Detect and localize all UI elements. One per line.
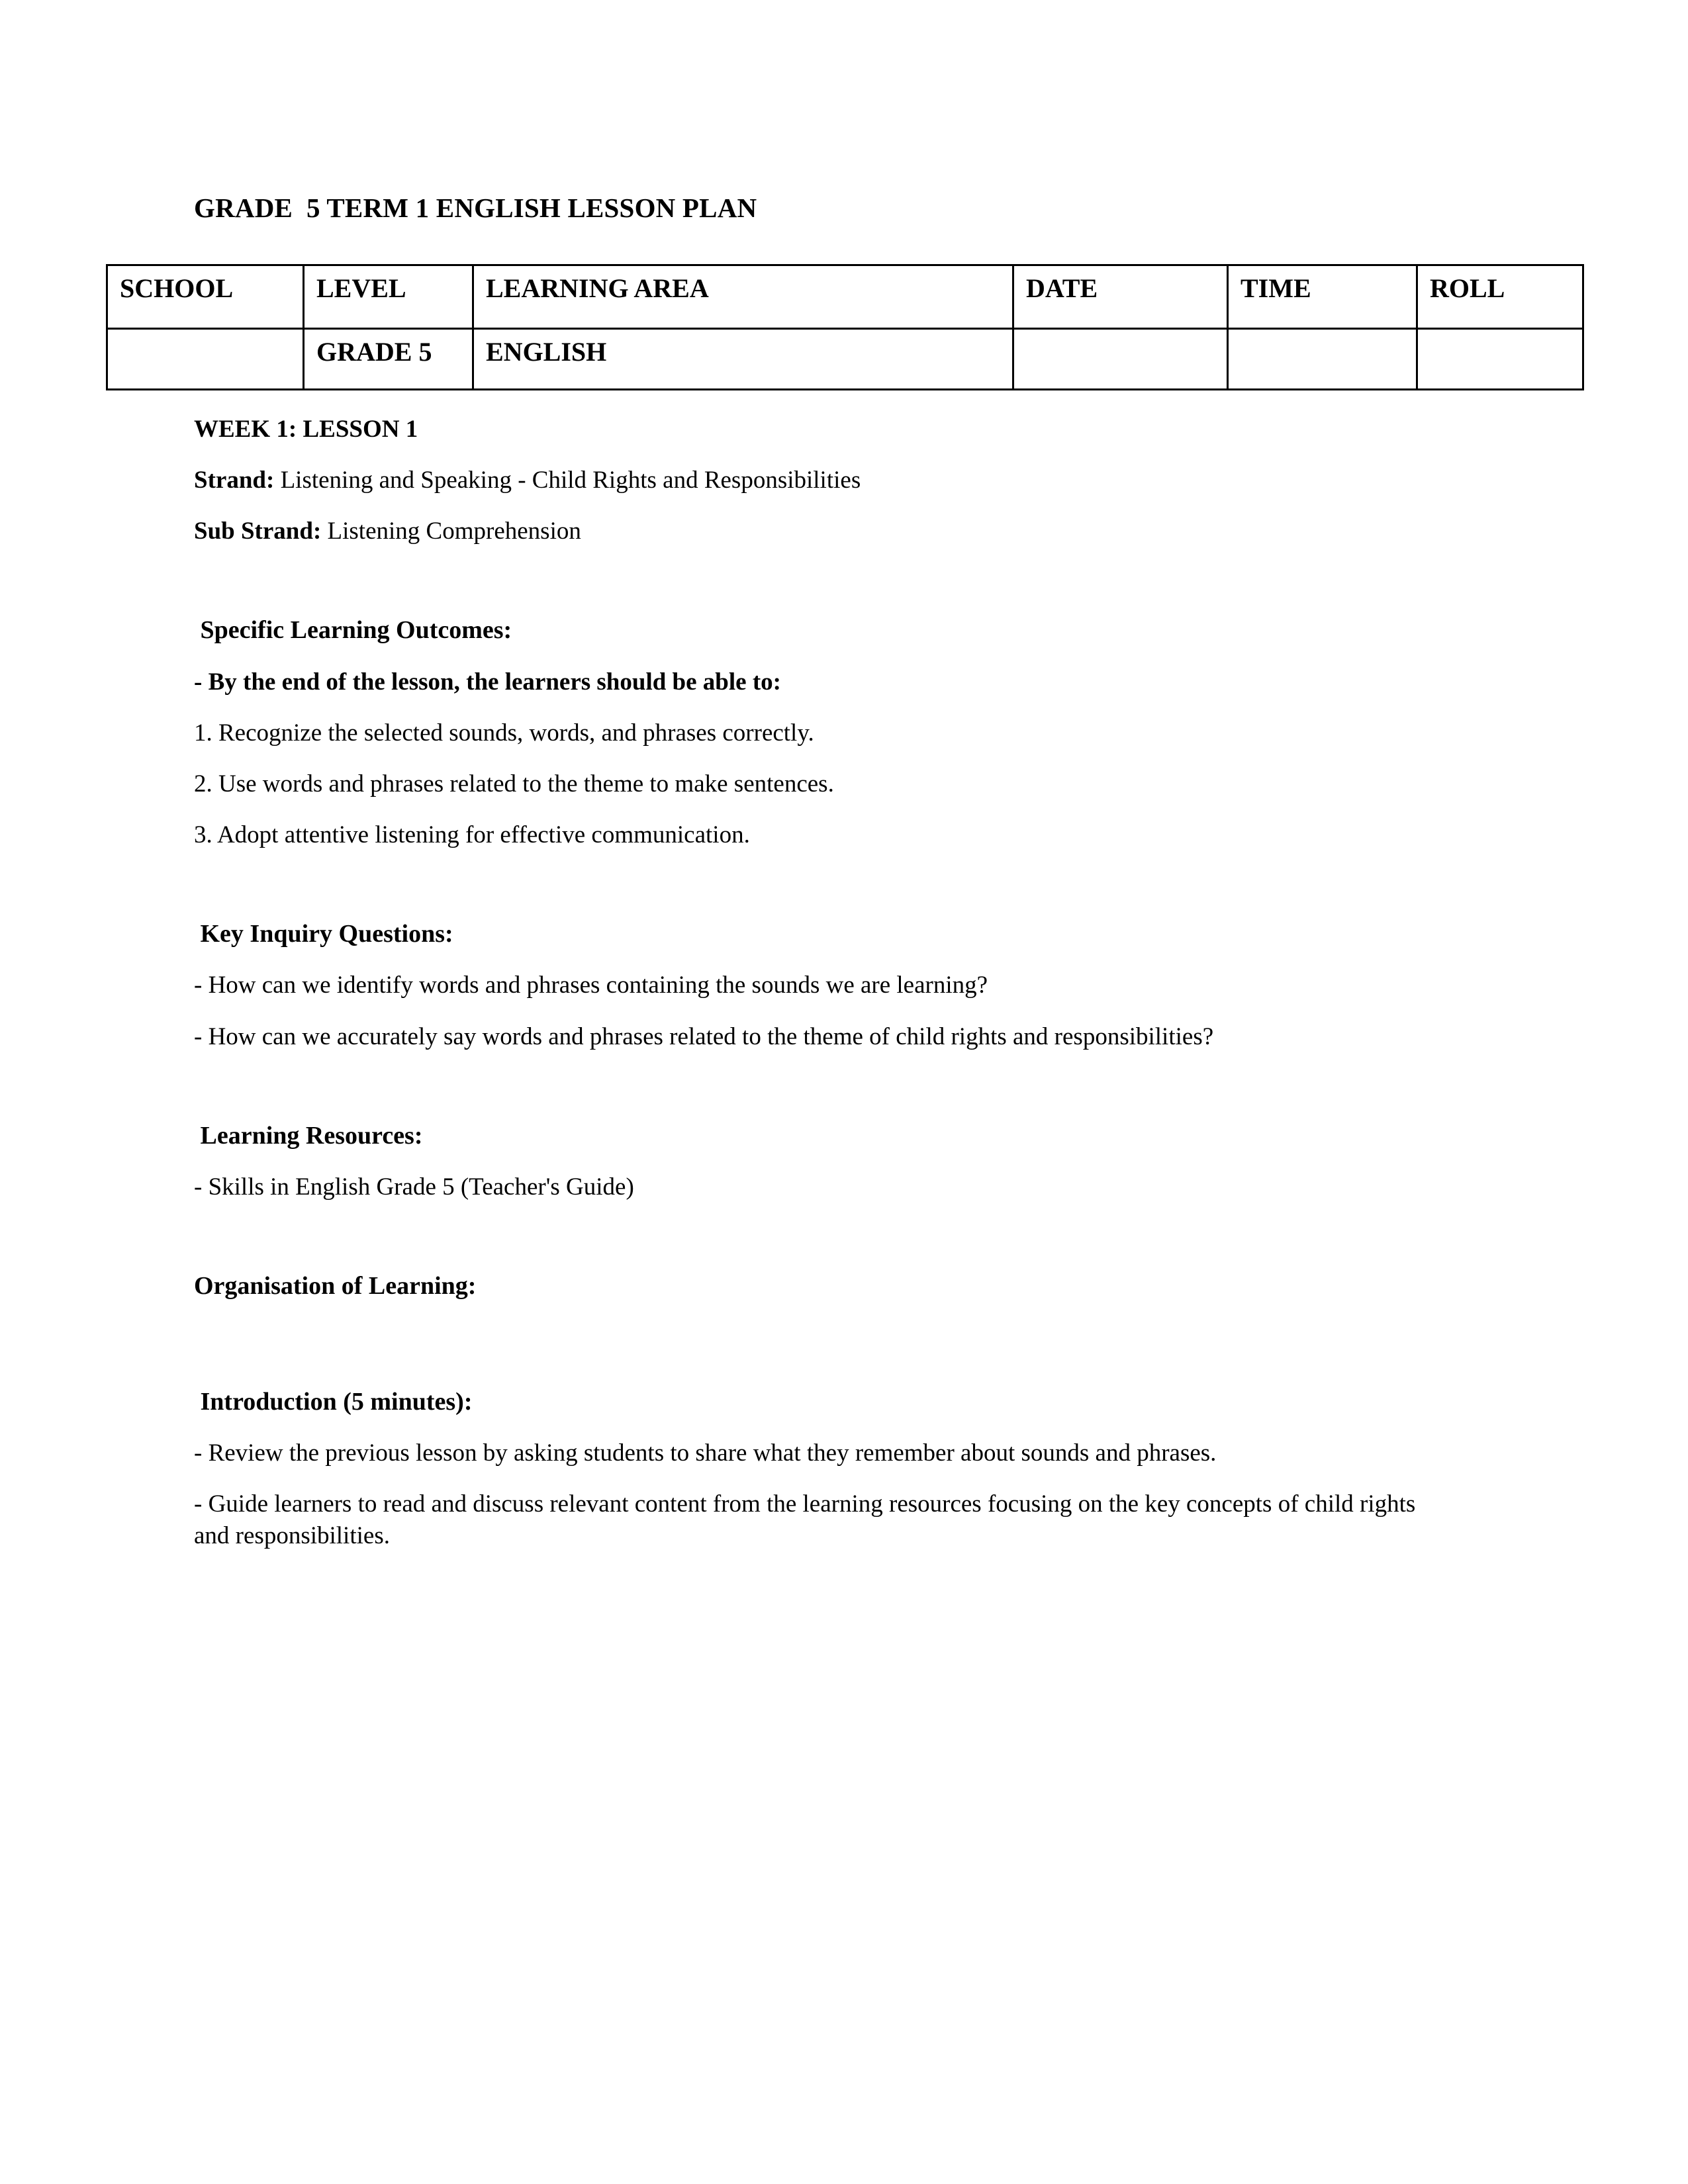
page-header xyxy=(194,192,1415,224)
table-cell-time[interactable] xyxy=(1228,329,1417,390)
table-cell-level[interactable]: GRADE 5 xyxy=(304,329,473,390)
table-cell-learning-area[interactable]: ENGLISH xyxy=(473,329,1013,390)
table-header-school: SCHOOL xyxy=(107,265,304,329)
strand-value: Listening and Speaking - Child Rights and Responsibilities xyxy=(274,467,861,494)
strand-line xyxy=(194,465,1419,496)
list-item: - Review the previous lesson by asking students to share what they remember about sounds and phrases. xyxy=(194,1439,1217,1467)
sub-strand-line xyxy=(194,516,1419,547)
spacer xyxy=(194,1222,1419,1270)
learning-resources-heading: Learning Resources: xyxy=(194,1121,423,1150)
sub-strand-value: Listening Comprehension xyxy=(321,518,581,545)
learning-outcomes-intro: - By the end of the lesson, the learners should be able to: xyxy=(194,668,781,696)
strand-label: Strand: xyxy=(194,467,275,494)
sub-strand-label: Sub Strand: xyxy=(194,518,322,545)
list-item: 2. Use words and phrases related to the theme to make sentences. xyxy=(194,770,834,797)
lesson-info-table-wrapper xyxy=(106,264,1582,390)
introduction-heading: Introduction (5 minutes): xyxy=(194,1387,473,1416)
spacer xyxy=(194,567,1419,614)
spacer xyxy=(194,870,1419,918)
table-header-date: DATE xyxy=(1013,265,1228,329)
specific-learning-outcomes-heading: Specific Learning Outcomes: xyxy=(194,616,512,645)
table-header-level: LEVEL xyxy=(304,265,473,329)
organisation-of-learning-heading: Organisation of Learning: xyxy=(194,1272,477,1300)
week-lesson-heading: WEEK 1: LESSON 1 xyxy=(194,416,418,443)
lesson-body xyxy=(194,414,1419,1571)
table-header-time: TIME xyxy=(1228,265,1417,329)
spacer xyxy=(194,1072,1419,1120)
table-cell-date[interactable] xyxy=(1013,329,1228,390)
spacer xyxy=(194,1322,1419,1386)
list-item: - How can we accurately say words and phrases related to the theme of child rights and responsibilities? xyxy=(194,1023,1214,1050)
table-header-row xyxy=(107,265,1583,329)
lesson-info-table xyxy=(106,264,1584,390)
table-cell-roll[interactable] xyxy=(1417,329,1583,390)
list-item: - Skills in English Grade 5 (Teacher's Guide) xyxy=(194,1173,634,1201)
table-header-roll: ROLL xyxy=(1417,265,1583,329)
table-row xyxy=(107,329,1583,390)
list-item: - How can we identify words and phrases containing the sounds we are learning? xyxy=(194,972,988,999)
table-cell-school[interactable] xyxy=(107,329,304,390)
key-inquiry-questions-heading: Key Inquiry Questions: xyxy=(194,920,453,948)
list-item: - Guide learners to read and discuss relevant content from the learning resources focusing on the key concepts of child rights and responsibilities. xyxy=(194,1490,1416,1550)
page-title: GRADE 5 TERM 1 ENGLISH LESSON PLAN xyxy=(194,193,757,223)
table-header-learning-area: LEARNING AREA xyxy=(473,265,1013,329)
list-item: 3. Adopt attentive listening for effective communication. xyxy=(194,821,750,848)
list-item: 1. Recognize the selected sounds, words, and phrases correctly. xyxy=(194,719,814,747)
